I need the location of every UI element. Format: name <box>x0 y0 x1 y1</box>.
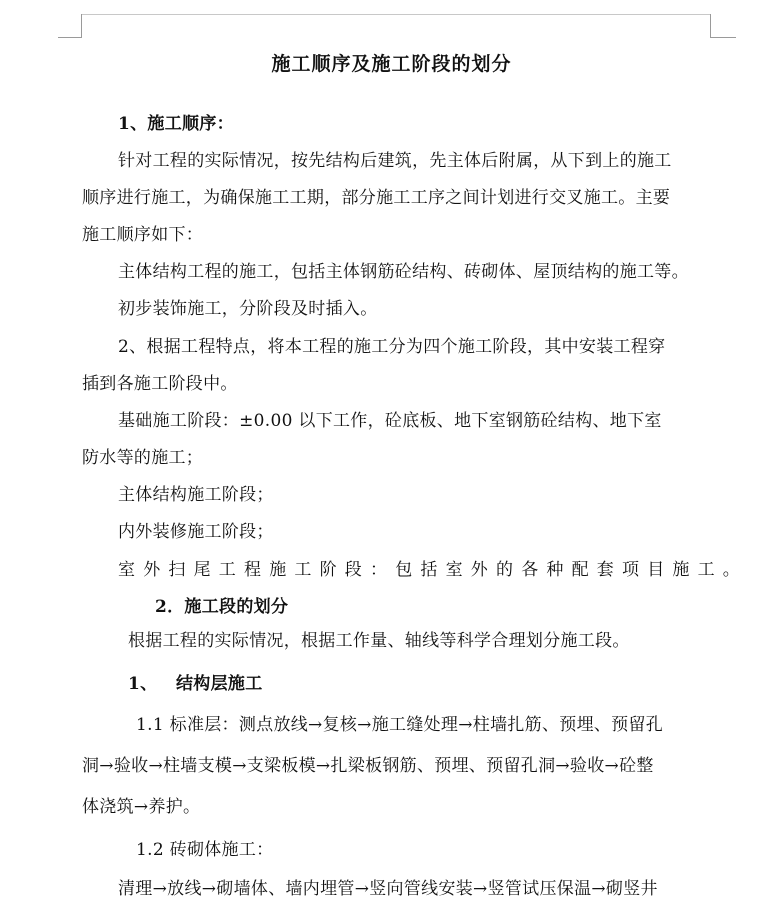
crop-mark-top-right <box>710 37 736 38</box>
paragraph-line: 1.1 标准层：测点放线→复核→施工缝处理→柱墙扎筋、预埋、预留孔 <box>136 715 664 735</box>
paragraph-line: 主体结构施工阶段； <box>118 485 274 505</box>
paragraph-line: 2、根据工程特点，将本工程的施工分为四个施工阶段，其中安装工程穿 <box>118 337 666 357</box>
crop-mark-top-left <box>81 14 82 38</box>
paragraph-line: 基础施工阶段：±0.00 以下工作，砼底板、地下室钢筋砼结构、地下室 <box>118 411 662 431</box>
page-top-edge <box>81 14 711 15</box>
paragraph-line: 针对工程的实际情况，按先结构后建筑，先主体后附属，从下到上的施工 <box>118 151 672 171</box>
paragraph-line: 体浇筑→养护。 <box>82 797 201 817</box>
section-heading: 结构层施工 <box>176 674 263 694</box>
paragraph-line: 顺序进行施工，为确保施工工期，部分施工工序之间计划进行交叉施工。主要 <box>82 188 671 208</box>
document-title: 施工顺序及施工阶段的划分 <box>271 53 512 75</box>
crop-mark-top-left <box>58 37 82 38</box>
paragraph-line: 初步装饰施工，分阶段及时插入。 <box>118 299 378 319</box>
paragraph-line: 清理→放线→砌墙体、墙内埋管→竖向管线安装→竖管试压保温→砌竖井 <box>118 879 658 899</box>
crop-mark-top-right <box>710 14 711 38</box>
list-number: 1、 <box>128 674 158 694</box>
section-heading: 1、施工顺序： <box>118 114 234 134</box>
paragraph-line: 插到各施工阶段中。 <box>82 374 238 394</box>
paragraph-line: 1.2 砖砌体施工： <box>136 840 274 860</box>
paragraph-line: 施工顺序如下： <box>82 225 204 245</box>
paragraph-line: 防水等的施工； <box>82 448 204 468</box>
section-heading: 2．施工段的划分 <box>155 597 289 617</box>
paragraph-line: 洞→验收→柱墙支模→支梁板模→扎梁板钢筋、预埋、预留孔洞→验收→砼整 <box>82 756 654 776</box>
paragraph-line: 根据工程的实际情况，根据工作量、轴线等科学合理划分施工段。 <box>128 631 630 651</box>
paragraph-line: 主体结构工程的施工，包括主体钢筋砼结构、砖砌体、屋顶结构的施工等。 <box>118 262 689 282</box>
paragraph-line: 内外装修施工阶段； <box>118 522 274 542</box>
paragraph-line: 室外扫尾工程施工阶段：包括室外的各种配套项目施工。 <box>118 560 748 580</box>
